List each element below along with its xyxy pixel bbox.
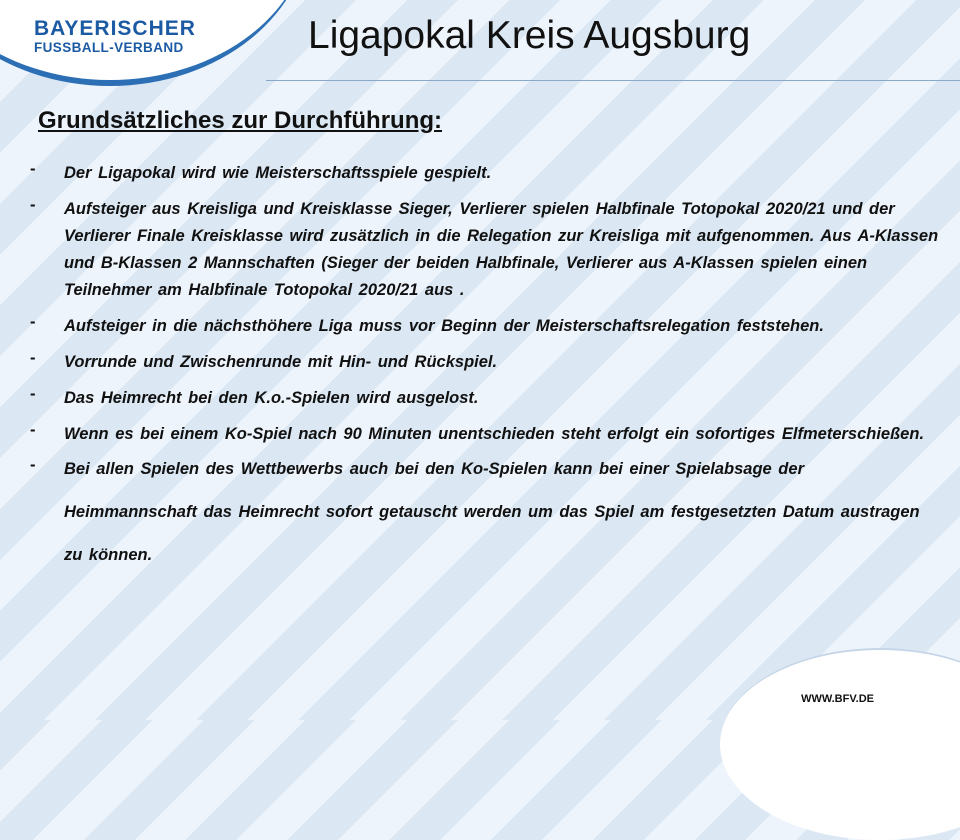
section-heading: Grundsätzliches zur Durchführung: <box>38 107 443 134</box>
bullet-marker: - <box>30 160 36 178</box>
list-item-text: Aufsteiger aus Kreisliga und Kreisklasse Sieger, Verlierer spielen Halbfinale Totopokal 2020/21 und der Verlierer Finale Kreisklasse wird zusätzlich in die Relegation zur Kreisliga mit aufgenommen. Aus A-Klassen und B-Klassen 2 Mannschaften (Sieger der beiden Halbfinale, Verlierer aus A-Klassen spielen einen Teilnehmer am Halbfinale Totopokal 2020/21 aus . <box>64 200 939 299</box>
list-item <box>30 448 940 577</box>
bullet-marker: - <box>30 456 36 474</box>
bullet-marker: - <box>30 421 36 439</box>
list-item-text: Der Ligapokal wird wie Meisterschaftsspiele gespielt. <box>64 164 492 182</box>
bullet-marker: - <box>30 385 36 403</box>
rules-list <box>30 160 940 577</box>
logo-line-1: BAYERISCHER <box>34 17 196 40</box>
footer-url: WWW.BFV.DE <box>801 693 874 705</box>
list-item-text: Vorrunde und Zwischenrunde mit Hin- und Rückspiel. <box>64 353 498 371</box>
bfv-logo <box>34 18 196 55</box>
title-divider <box>266 80 960 81</box>
list-item <box>30 196 940 304</box>
list-item <box>30 385 940 412</box>
bullet-marker: - <box>30 196 36 214</box>
list-item <box>30 313 940 340</box>
bullet-marker: - <box>30 313 36 331</box>
list-item-text: Das Heimrecht bei den K.o.-Spielen wird ausgelost. <box>64 389 479 407</box>
page-title: Ligapokal Kreis Augsburg <box>308 14 751 57</box>
list-item-text: Aufsteiger in die nächsthöhere Liga muss vor Beginn der Meisterschaftsrelegation feststehen. <box>64 317 824 335</box>
list-item-text: Wenn es bei einem Ko-Spiel nach 90 Minuten unentschieden steht erfolgt ein sofortiges Elfmeterschießen. <box>64 425 925 443</box>
list-item <box>30 160 940 187</box>
footer-swoosh-decoration <box>720 648 960 840</box>
list-item-text: Bei allen Spielen des Wettbewerbs auch bei den Ko-Spielen kann bei einer Spielabsage der Heimmannschaft das Heimrecht sofort getauscht werden um das Spiel am festgesetzten Datum austragen zu können. <box>64 460 920 564</box>
bullet-marker: - <box>30 349 36 367</box>
list-item <box>30 349 940 376</box>
logo-line-2: FUSSBALL-VERBAND <box>34 40 184 55</box>
